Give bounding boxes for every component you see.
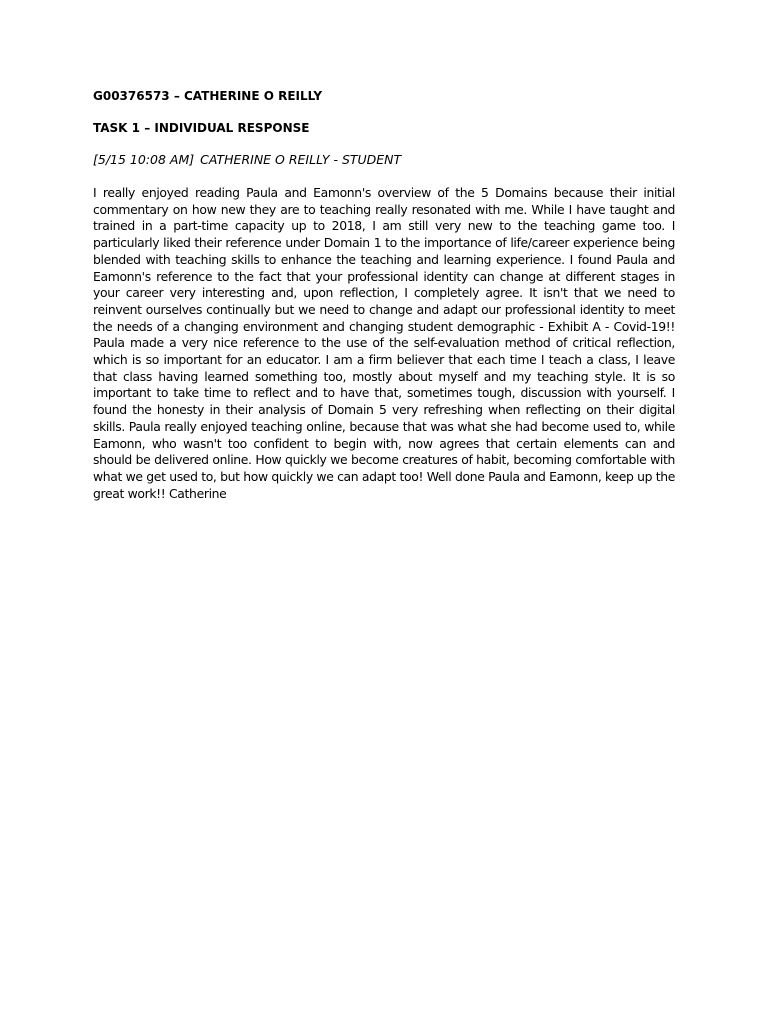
post-timestamp: [5/15 10:08 AM] xyxy=(93,152,195,167)
post-meta xyxy=(93,152,675,168)
student-id-heading: G00376573 – CATHERINE O REILLY xyxy=(93,89,323,103)
task-heading: TASK 1 – INDIVIDUAL RESPONSE xyxy=(93,121,310,135)
document-page xyxy=(93,88,675,502)
post-author: CATHERINE O REILLY - STUDENT xyxy=(200,152,402,167)
response-body: I really enjoyed reading Paula and Eamonn's overview of the 5 Domains because their initial commentary on how new they are to teaching really resonated with me. While I have taught and trained in a part-time capacity up to 2018, I am still very new to the teaching game too. I particularly liked their reference under Domain 1 to the importance of life/career experience being blended with teaching skills to enhance the teaching and learning experience. I found Paula and Eamonn's reference to the fact that your professional identity can change at different stages in your career very interesting and, upon reflection, I completely agree. It isn't that we need to reinvent ourselves continually but we need to change and adapt our professional identity to meet the needs of a changing environment and changing student demographic - Exhibit A - Covid-19!! Paula made a very nice reference to the use of the self-evaluation method of critical reflection, which is so important for an educator. I am a firm believer that each time I teach a class, I leave that class having learned something too, mostly about myself and my teaching style. It is so important to take time to reflect and to have that, sometimes tough, discussion with yourself. I found the honesty in their analysis of Domain 5 very refreshing when reflecting on their digital skills. Paula really enjoyed teaching online, because that was what she had become used to, while Eamonn, who wasn't too confident to begin with, now agrees that certain elements can and should be delivered online. How quickly we become creatures of habit, becoming comfortable with what we get used to, but how quickly we can adapt too! Well done Paula and Eamonn, keep up the great work!! Catherine xyxy=(93,185,675,501)
